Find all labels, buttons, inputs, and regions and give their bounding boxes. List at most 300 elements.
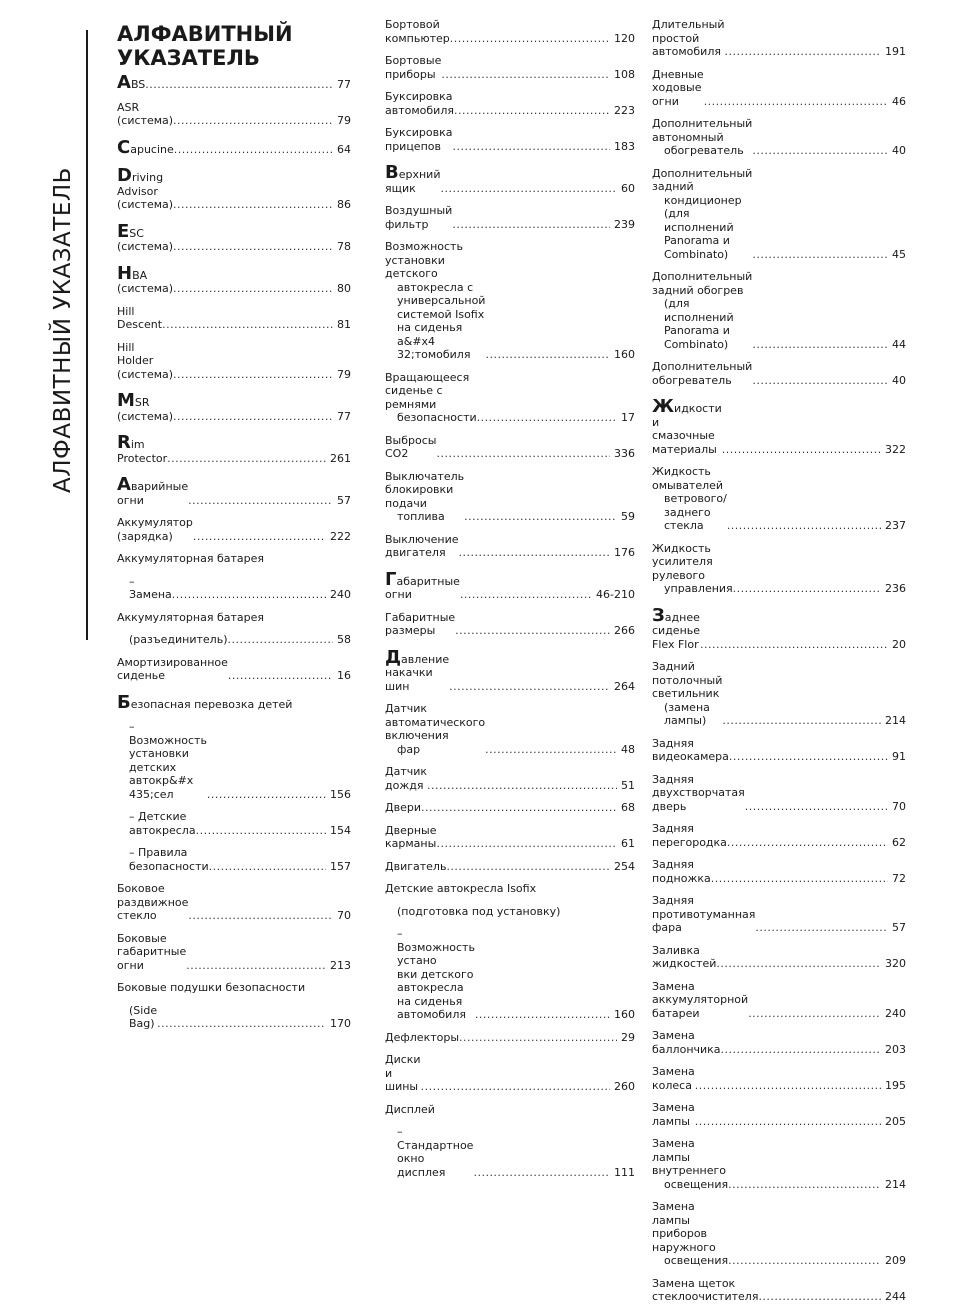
page-number: 20 [892,637,906,651]
row-gap [385,195,635,204]
page-number: 57 [892,921,906,934]
index-entry [385,1125,635,1179]
index-entry [117,575,351,602]
entry-line: управления [664,582,733,595]
entry-line [117,474,189,507]
dot-leader [421,801,617,815]
entry-line: Дополнительный обогреватель [652,360,753,387]
entry-text [385,801,421,815]
dot-leader [459,546,610,560]
row-gap [652,849,906,858]
entry-line: Боковые подушки безопасности [117,981,306,994]
row-gap [117,128,351,141]
entry-line: Выбросы CO2 [385,433,437,460]
entry-text [117,611,264,625]
page-number: 160 [614,1008,635,1021]
entry-line-rest: BS [130,78,146,91]
index-entry [652,360,906,387]
index-entry [117,633,351,647]
page-number: 61 [621,837,635,850]
row-gap [652,533,906,542]
row-gap [117,873,351,882]
entry-line-rest: авление накачки шин [385,652,450,693]
row-gap [385,1044,635,1053]
entry-line: Дополнительный автономный [652,117,753,144]
entry-line: Дверные карманы [385,823,437,850]
row-gap [652,1092,906,1101]
page-number: 240 [885,1006,906,1020]
entry-text [117,341,173,382]
entry-line: Боковые габаритные огни [117,931,187,972]
page-number: 91 [892,750,906,763]
entry-line: Заливка жидкостей [652,943,717,970]
page-number: 170 [330,1017,351,1030]
row-gap [652,971,906,980]
page-number: 78 [337,240,351,253]
entry-line: Датчик автоматического включения [385,702,486,742]
dot-leader [193,530,326,544]
page-number: 236 [885,582,906,595]
index-entry [652,1277,906,1304]
page-number: 81 [337,318,351,331]
index-entry [117,882,351,923]
entry-line: Дневные ходовые огни [652,67,704,108]
entry-line: Panorama и Combinato) [664,234,730,261]
entry-line-rest: абаритные огни [385,574,460,601]
entry-text [652,542,733,596]
entry-text [117,720,207,801]
index-entry [385,240,635,362]
entry-line: Жидкость усилителя рулевого [652,541,713,582]
row-gap [652,108,906,117]
index-entry [117,656,351,683]
dot-leader [173,410,333,424]
page-number: 237 [885,519,906,532]
row-gap [652,261,906,270]
entry-line: Замена лампы приборов наружного [652,1200,716,1254]
page-number: 266 [614,624,635,637]
index-entry [385,765,635,792]
page-number: 51 [621,778,635,792]
page-number: 239 [614,217,635,231]
row-gap [652,158,906,167]
page-number: 261 [330,451,351,465]
row-gap [385,1094,635,1103]
dot-leader [421,1080,610,1094]
entry-text [652,737,729,764]
entry-line: ветрового/заднего стекла [664,492,727,532]
dot-leader [173,198,333,212]
entry-line: кондиционер (для исполнений [664,193,742,234]
row-gap [385,524,635,533]
entry-text [385,1053,421,1094]
entry-line-rest: SC (система) [117,226,174,253]
entry-line: Амортизированное сиденье [117,655,228,682]
side-divider [86,30,88,640]
row-gap [385,117,635,126]
index-entry [117,165,351,212]
row-gap [652,1020,906,1029]
entry-text [385,204,452,231]
entry-line-rest: riving Advisor (система) [117,171,174,211]
entry-line: (Side Bag) [129,1003,158,1030]
entry-text [117,932,186,973]
page-number: 209 [885,1254,906,1267]
entry-text [652,822,727,849]
index-column-1 [117,22,351,1031]
entry-text [117,474,189,507]
dot-leader [227,633,333,647]
entry-line: обогреватель [664,144,744,157]
entry-text [117,165,174,212]
row-gap [652,456,906,465]
entry-line [117,691,293,713]
index-entry [117,262,351,296]
dot-leader [745,800,888,814]
page-number: 68 [621,801,635,814]
entry-line: – Стандартное окно дисплея [397,1125,474,1179]
row-gap [385,638,635,651]
page-number: 64 [337,142,351,156]
row-gap [652,387,906,400]
dot-leader [728,1178,881,1192]
row-gap [385,1116,635,1125]
row-gap [117,995,351,1004]
entry-line: Замена лампы внутреннего [652,1137,727,1177]
entry-line [652,396,722,456]
index-entry [385,611,635,638]
index-entry [652,18,906,59]
row-gap [117,381,351,394]
entry-text [117,846,209,873]
entry-line: освещения [664,1177,729,1191]
entry-line: Замена щеток стеклоочистителя [652,1276,759,1303]
entry-line: Возможность установки детского [385,240,463,280]
page-number: 77 [337,78,351,91]
row-gap [652,885,906,894]
page-number: 111 [614,1165,635,1179]
entry-text [385,434,436,461]
dot-leader [186,959,326,973]
index-letter: M [117,390,135,411]
page-title-line-1: АЛФАВИТНЫЙ [117,22,293,46]
dot-leader [188,909,333,923]
entry-line-rest: BA (система) [117,268,174,295]
page-number: 213 [330,958,351,972]
index-column-3 [652,18,906,1304]
index-entry [652,1200,906,1268]
entry-line: – Правила безопасности [129,846,209,873]
entry-text [385,702,485,756]
dot-leader [455,624,610,638]
index-entry [652,980,906,1021]
entry-line: Аккумуляторная батарея [117,552,264,565]
entry-text [652,1029,721,1056]
row-gap [652,764,906,773]
index-entry [652,894,906,935]
dot-leader [157,1017,326,1031]
page-number: 77 [337,409,351,423]
dot-leader [727,836,888,850]
page-number: 222 [330,529,351,543]
dot-leader [485,348,610,362]
page-number: 260 [614,1080,635,1093]
entry-line: Hill Descent [117,304,163,331]
index-entry [652,465,906,533]
index-entry [117,552,351,566]
page-number: 44 [892,337,906,351]
entry-line [385,646,450,694]
entry-text [652,1277,758,1304]
entry-line: Замена баллончика [652,1029,721,1056]
entry-line [117,165,174,212]
entry-text [652,465,727,533]
index-letter: H [117,262,133,284]
entry-line: (замена лампы) [664,700,710,727]
index-letter: Ж [652,396,675,417]
entry-line-rest: езопасная перевозка детей [130,697,293,711]
entry-line: Выключатель блокировки подачи [385,469,465,510]
row-gap [652,1056,906,1065]
entry-text [385,470,464,524]
page-number: 183 [614,139,635,153]
row-gap [117,801,351,810]
entry-text [652,858,711,885]
row-gap [117,837,351,846]
entry-line-rest: apucine [130,142,174,156]
entry-text [652,980,748,1021]
row-gap [117,212,351,225]
entry-text [385,533,459,560]
index-entry [117,474,351,507]
row-gap [117,254,351,267]
entry-line [117,136,174,158]
entry-line [385,568,460,602]
dot-leader [752,374,888,388]
dot-leader [446,860,610,874]
entry-text [385,905,560,919]
entry-line: Буксировка прицепов [385,126,453,153]
index-entry [117,432,351,465]
dot-leader [464,510,617,524]
page-number: 46-210 [596,588,635,601]
dot-leader [174,143,333,157]
row-gap [385,602,635,611]
index-list-col3 [652,18,906,1304]
index-entry [652,396,906,456]
entry-text [652,270,752,351]
entry-text [385,927,475,1022]
row-gap [117,711,351,720]
page-number: 320 [885,957,906,970]
index-entry [385,162,635,195]
dot-leader [173,240,333,254]
entry-line-rest: im Protector [117,438,168,465]
entry-text [385,240,485,362]
entry-text [652,1200,728,1268]
entry-line: Выключение двигателя [385,532,459,559]
index-entry [117,720,351,801]
dot-leader [695,1115,881,1129]
index-entry [385,533,635,560]
dot-leader [167,452,326,466]
row-gap [385,873,635,882]
entry-line: вки детского автокресла на сиденья [397,967,474,1008]
dot-leader [441,68,610,82]
entry-line: Combinato) [664,337,729,351]
row-gap [117,647,351,656]
index-entry [385,568,635,602]
index-entry [652,1029,906,1056]
row-gap [385,461,635,470]
index-entry [117,101,351,128]
entry-text [652,1065,695,1092]
page-number: 223 [614,103,635,117]
index-letter: А [117,474,131,495]
row-gap [652,728,906,737]
entry-text [117,882,188,923]
index-entry [652,660,906,728]
dot-leader [436,447,610,461]
dot-leader [228,669,333,683]
entry-line [117,72,146,93]
page-number: 214 [885,1177,906,1191]
index-entry [385,801,635,815]
page-number: 195 [885,1078,906,1092]
entry-line: Задний потолочный светильник [652,660,723,700]
entry-text [117,633,227,647]
entry-line: – Возможность устано [397,927,475,967]
entry-line: фар [397,742,421,756]
page-number: 157 [330,859,351,873]
dot-leader [704,95,888,109]
entry-line: Длительный простой автомобиля [652,18,725,58]
entry-line: Воздушный фильтр [385,204,453,231]
page-number: 16 [337,669,351,682]
row-gap [117,296,351,305]
row-gap [117,602,351,611]
entry-text [385,860,446,874]
dot-leader [209,860,326,874]
entry-text [117,390,174,423]
entry-line: Аккумуляторная батарея [117,610,264,624]
page-number: 160 [614,348,635,361]
entry-text [117,72,146,93]
index-letter: A [117,72,131,93]
row-gap [385,851,635,860]
entry-line [117,390,174,423]
index-entry [385,824,635,851]
entry-line: ASR (система) [117,100,174,127]
page-title [117,22,351,70]
entry-text [117,101,173,128]
entry-line: Замена аккумуляторной батареи [652,979,749,1020]
entry-line: Задняя видеокамера [652,736,729,763]
entry-text [385,568,460,602]
row-gap [652,1268,906,1277]
entry-line: 435;сел [129,787,174,801]
page-number: 264 [614,679,635,693]
page-number: 40 [892,144,906,157]
page-number: 203 [885,1042,906,1056]
dot-leader [173,282,333,296]
row-gap [117,972,351,981]
entry-text [117,516,193,543]
index-entry [652,1101,906,1128]
entry-text [117,220,174,254]
page-number: 240 [330,588,351,601]
page-number: 322 [885,442,906,456]
index-letter: В [385,162,399,183]
entry-line: Габаритные размеры [385,610,456,637]
entry-text [385,90,454,117]
dot-leader [196,824,326,838]
entry-text [652,894,755,935]
row-gap [652,1191,906,1200]
entry-line: системой Isofix на сиденья a&#x4 [397,307,485,348]
entry-line: Вращающееся сиденье с ремнями [385,370,470,411]
index-entry [652,604,906,652]
page-number: 79 [337,367,351,381]
dot-leader [752,248,888,262]
row-gap [652,813,906,822]
row-gap [652,935,906,944]
dot-leader [188,494,333,508]
dot-leader [722,443,881,457]
index-entry [385,434,635,461]
entry-text [385,646,450,694]
dot-leader [475,1008,610,1022]
index-entry [117,932,351,973]
index-entry [117,691,351,713]
dot-leader [452,140,610,154]
dot-leader [162,318,333,332]
page-number: 72 [892,871,906,885]
dot-leader [145,78,333,92]
entry-line-rest: ерхний ящик [385,168,441,195]
entry-text [385,1125,473,1179]
entry-line-rest: идкости и смазочные материалы [652,402,722,456]
index-entry [117,846,351,873]
dot-leader [758,1290,881,1304]
page-number: 40 [892,373,906,387]
index-entry [117,390,351,423]
entry-text [652,773,745,814]
dot-leader [452,218,610,232]
dot-leader [460,588,592,602]
entry-line: Задняя противотуманная фара [652,894,756,934]
index-entry [117,611,351,625]
index-entry [385,646,635,694]
index-entry [385,470,635,524]
row-gap [117,423,351,436]
entry-text [117,262,174,296]
entry-text [652,1101,695,1128]
index-entry [652,542,906,596]
index-entry [385,1103,635,1117]
row-gap [385,45,635,54]
entry-line: Бортовой компьютер [385,18,450,45]
row-gap [385,1022,635,1031]
dot-leader [700,638,888,652]
page-number: 70 [892,799,906,813]
entry-line: автокр&#x [129,774,194,787]
page-number: 58 [337,633,351,646]
entry-text [652,167,752,262]
entry-line: автокресла с универсальной [397,280,486,307]
page-number: 59 [621,510,635,523]
index-entry [652,270,906,351]
